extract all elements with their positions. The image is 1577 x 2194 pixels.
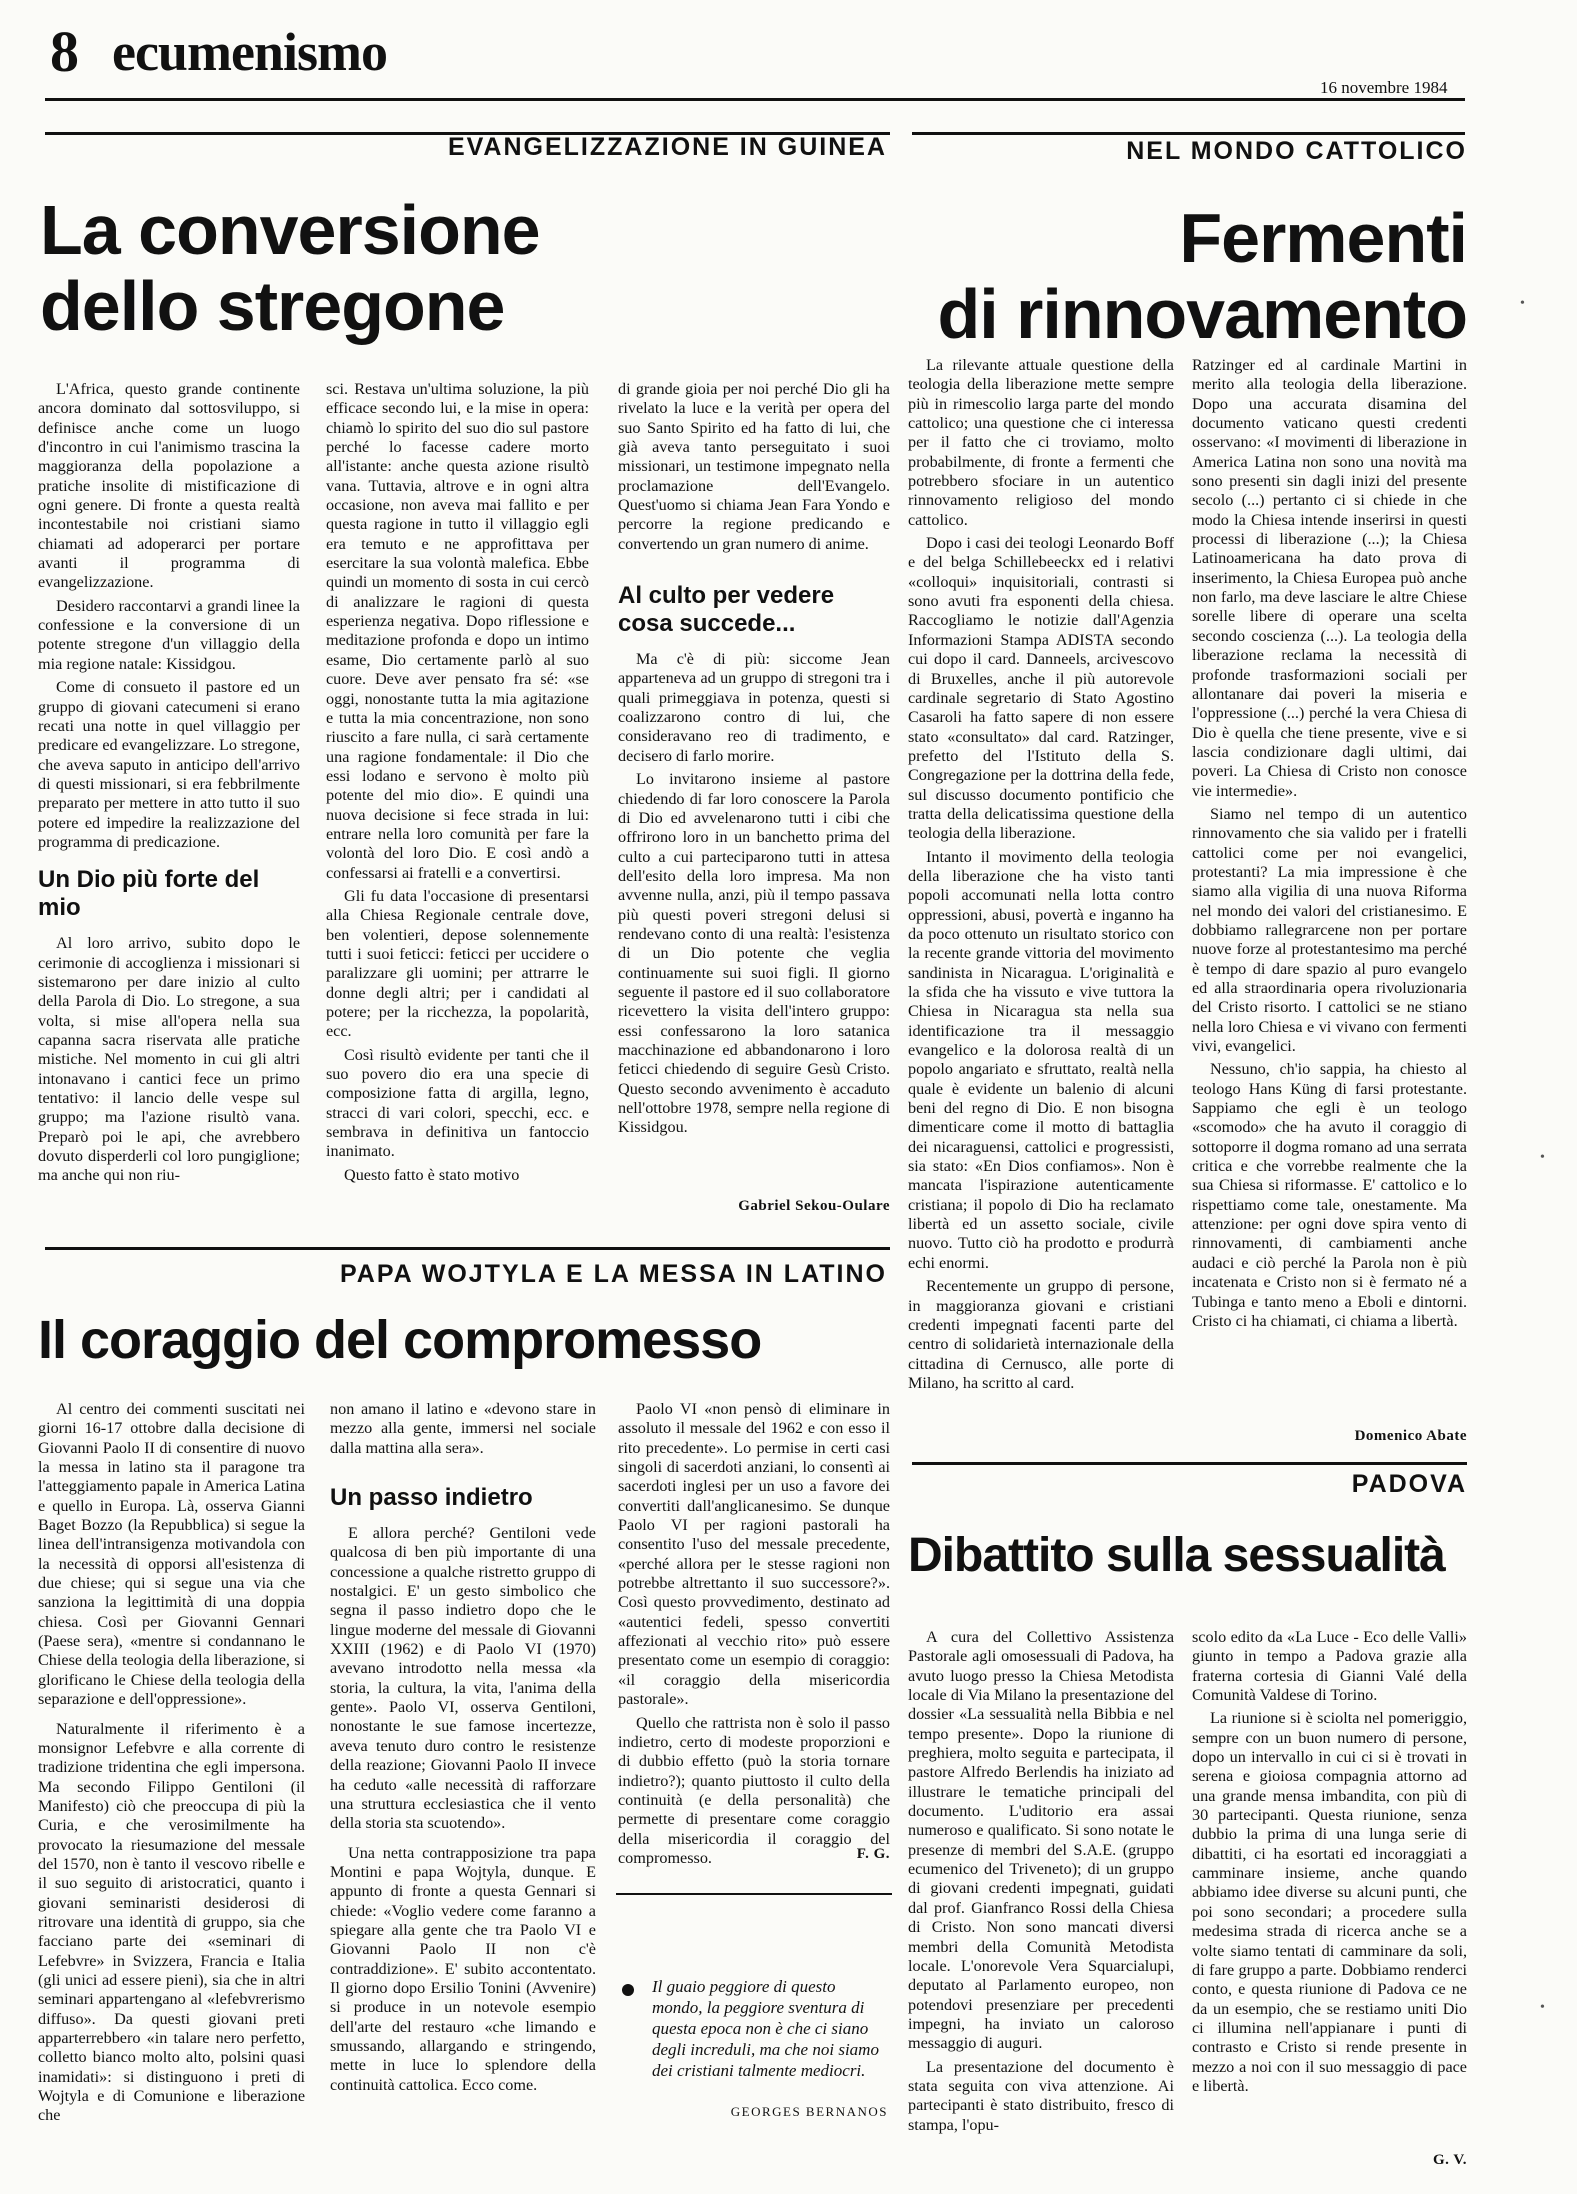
article3-signature: F. G. <box>856 1846 890 1862</box>
paragraph: Desidero raccontarvi a grandi linee la confessione e la conversione di un potente stregone d'un villaggio della mia regione natale: Kissidgou. <box>38 596 300 673</box>
paragraph: non amano il latino e «devono stare in mezzo alla gente, immersi nel sociale dalla mattina alla sera». <box>330 1400 596 1457</box>
article2-title-line2: di rinnovamento <box>937 275 1467 353</box>
article1-col1-text <box>38 380 300 852</box>
article3-column1 <box>38 1400 305 2160</box>
article1-title <box>40 192 540 344</box>
article2-kicker: NEL MONDO CATTOLICO <box>1126 137 1467 165</box>
paragraph: sci. Restava un'ultima soluzione, la più efficace secondo lui, e la mise in opera: chiamò lo spirito del suo dio sul pastore perché lo facesse cadere morto all'istante: anche questa azione risultò vana. Tuttavia, altrove e in ogni altra occasione, non aveva mai fallito e per questa ragione in tutto il villaggio egli era temuto e ne approfittava per esercitare la sua volontà malefica. Ebbe quindi un momento di sosta in cui cercò di analizzare le ragioni di questa esperienza negativa. Dopo riflessione e meditazione profonda e dopo un intimo esame, Dio certamente parlò al suo cuore. Deve aver pensato fra sé: «se oggi, nonostante tutta la mia agitazione e tutta la mia concentrazione, non sono riuscito a fare nulla, ci sarà certamente una ragione fondamentale: il Dio che essi lodano e servono è molto più potente del mio dio». E quindi una nuova decisione si fece strada in lui: entrare nella loro comunità per fare la volontà del loro Dio. E così andò a confessarsi ai fratelli e a convertirsi. <box>326 380 589 882</box>
paragraph: Nessuno, ch'io sappia, ha chiesto al teologo Hans Küng di farsi protestante. Sappiamo che egli è un teologo «scomodo» che ha avuto il coraggio di sottoporre il dogma romano ad una serrata critica e che vorrebbe realmente che la sua Chiesa si riformasse. E' cattolico e lo rispettiamo come tale, onestamente. Ma attenzione: per ogni dove spira vento di rinnovamenti, di cambiamenti anche audaci e ciò perché la Parola non è più incatenata e Cristo non si è fermato né a Tubinga e tanto meno a Eboli e dintorni. Cristo ci ha chiamati, ci chiama a libertà. <box>1192 1060 1467 1330</box>
paragraph: E allora perché? Gentiloni vede qualcosa di ben più importante di una concessione a qualche ristretto gruppo di nostalgici. E' un gesto simbolico che segna il passo indietro dopo che le lingue moderne del messale di Giovanni XXIII (1962) e di Paolo VI (1970) avevano introdotto nella messa «la storia, la cultura, la vita, l'anima della gente». Paolo VI, osserva Gentiloni, nonostante le sue famose incertezze, aveva tenuto duro contro le resistenze della reazione; Giovanni Paolo II invece ha ceduto «alle necessità di rafforzare una struttura ecclesiastica che il vento della storia sta scuotendo». <box>330 1524 596 1833</box>
paragraph: Quello che rattrista non è solo il passo indietro, certo di modeste proporzioni e di dubbio effetto (può la storia tornare indietro?); quanto piuttosto il culto della continuità (e della personalità) che permette di presentare come coraggio della misericordia il coraggio del compromesso. <box>618 1713 890 1867</box>
paragraph: Intanto il movimento della teologia della liberazione che ha visto tanti popoli accomunati nella lotta contro oppressioni, abusi, povertà e inganno ha da poco ottenuto un risultato storico con la recente grande vittoria del movimento sandinista in Nicaragua. L'originalità e la sfida che ha vissuto e vive tuttora la Chiesa in Nicaragua sta nella sua identificazione tra il messaggio evangelico e la dolorosa realtà di un popolo angariato e sfruttato, realtà nella quale è evidente un balenio di alcuni beni del regno di Dio. E non bisogna dimenticare come il motto di battaglia dei nicaraguensi, cattolici e progressisti, sia stato: «En Dios confiamos». Non è mancata l'ispirazione autenticamente cristiana; il popolo di Dio ha reclamato libertà ed un assetto sociale, civile nuovo. Tutto ciò ha prodotto e produrrà echi enormi. <box>908 847 1174 1272</box>
scan-mark: • <box>1540 1150 1545 1165</box>
paragraph: Ratzinger ed al cardinale Martini in merito alla teologia della liberazione. Dopo una accurata disamina del documento vaticano questi credenti osservano: «I movimenti di liberazione in America Latina non sono una novità ma sono presenti sin dagli inizi del presente secolo (...) pertanto ci si chiede in che modo la Chiesa intende inserirsi in questi processi di liberazione (...); la Chiesa Latinoamericana ha dato prova di inserimento, la Chiesa Europea può anche non farlo, ma deve lasciare le altre Chiese sorelle libere di operare una scelta secondo coscienza (...). La teologia della liberazione reclama la necessità di profonde trasformazioni sociali per allontanare dai poveri la miseria e l'oppressione (...) perché la vera Chiesa di Dio è quella che tiene presente, vive e si lascia condizionare dagli ultimi, dai poveri. La Chiesa di Cristo non conosce vie intermedie». <box>1192 356 1467 800</box>
kicker-rule-right <box>912 132 1465 135</box>
article1-signature: Gabriel Sekou-Oulare <box>738 1198 890 1214</box>
article1-column2 <box>326 380 589 1240</box>
article2-title-line1: Fermenti <box>1179 199 1467 277</box>
article1-column3 <box>618 380 890 1200</box>
paragraph: Lo invitarono insieme al pastore chiedendo di far loro conoscere la Parola di Dio ed avvelenarono tutti i cibi che offrirono loro in un banchetto prima del culto a cui parteciparono tutti in attesa dell'esito della loro impresa. Ma non avvenne nulla, anzi, più il tempo passava più questi poveri stregoni delusi si rendevano conto di una realtà: l'esistenza di un Dio potente che veglia continuamente sui suoi figli. Il giorno seguente il pastore ed il suo collaboratore ricevettero la visita dell'intero gruppo: essi confessarono la loro satanica macchinazione ed abbandonarono i loro feticci chiedendo di seguire Gesù Cristo. Questo secondo avvenimento è accaduto nell'ottobre 1978, sempre nella regione di Kissidgou. <box>618 770 890 1137</box>
paragraph: L'Africa, questo grande continente ancora dominato dal sottosviluppo, si definisce anche come un luogo d'incontro in cui l'animismo trascina la maggioranza della popolazione a pratiche insolite di mistificazione di ogni genere. Di fronte a questa realtà incontestabile noi cristiani siamo chiamati ad adoperarci per portare avanti il programma di evangelizzazione. <box>38 380 300 592</box>
issue-date: 16 novembre 1984 <box>1320 78 1448 97</box>
article4-column2 <box>1192 1628 1467 2148</box>
article1-title-line1: La conversione <box>40 191 540 269</box>
article4-kicker: PADOVA <box>1351 1470 1467 1498</box>
scan-mark: • <box>1520 296 1525 311</box>
quote-text: Il guaio peggiore di questo mondo, la peggiore sventura di questa epoca non è che ci siano degli increduli, ma che noi siamo dei cristiani talmente mediocri. <box>652 1977 879 2080</box>
article1-kicker: EVANGELIZZAZIONE IN GUINEA <box>447 133 887 161</box>
article3-kicker: PAPA WOJTYLA E LA MESSA IN LATINO <box>339 1260 887 1288</box>
paragraph: La presentazione del documento è stata seguita con viva attenzione. Ai partecipanti è stato distribuito, fresco di stampa, l'opu- <box>908 2057 1174 2134</box>
article4-column1 <box>908 1628 1174 2176</box>
article3-column2 <box>330 1400 596 2160</box>
article1-subhead1: Un Dio più forte del mio <box>38 866 260 922</box>
article1-subhead2: Al culto per vedere cosa succede... <box>618 582 835 638</box>
article3-title: Il coraggio del compromesso <box>38 1310 762 1370</box>
paragraph: Recentemente un gruppo di persone, in maggioranza giovani e cristiani credenti impegnati facenti parte del centro di solidarietà internazionale della cittadina di Cernusco, alle porte di Milano, ha scritto al card. <box>908 1277 1174 1392</box>
article2-title <box>938 200 1467 352</box>
paragraph: Siamo nel tempo di un autentico rinnovamento che sia valido per i fratelli cattolici come per noi evangelici, protestanti? La mia impressione è che siamo alla vigilia di una nuova Riforma nel mondo dei valori del cristianesimo. E dobbiamo rallegrarcene non per portare nuove forze al protestantesimo ma perché è tempo di dare spazio al puro evangelo ed alla straordinaria opera rivoluzionaria del Cristo risorto. I cattolici se ne stiano nella loro Chiesa e vi vivano con fermenti vivi, evangelici. <box>1192 804 1467 1056</box>
paragraph: Naturalmente il riferimento è a monsignor Lefebvre e alla corrente di tradizione tridentina che egli impersona. Ma secondo Filippo Gentiloni (il Manifesto) ciò che preoccupa di più la Curia, e che verosimilmente ha provocato la riesumazione del messale del 1570, non è tanto il vescovo ribelle e il suo seguito di aristocratici, quanto i giovani seminaristi desiderosi di ritrovare una identità di gruppo, sia che facciano parte dei «seminari di Lefebvre» in Svizzera, Francia e Italia (gli unici ad essere pieni), sia che in altri seminari appartengano al «lefebvrerismo diffuso». Da questi giovani preti apparterrebbero «in talare nero perfetto, colletto bianco molto alto, polsini quasi inamidati»: si distinguono i preti di Wojtyla e di Comunione e liberazione che <box>38 1719 305 2125</box>
paragraph: Come di consueto il pastore ed un gruppo di giovani catecumeni si erano recati una notte in quel villaggio per predicare ed evangelizzare. Lo stregone, che aveva saputo in anticipo dell'arrivo di questi missionari, si era febbrilmente preparato per mettere in atto tutto il suo potere ed impedire la realizzazione del programma di predicazione. <box>38 678 300 851</box>
paragraph: Ma c'è di più: siccome Jean apparteneva ad un gruppo di stregoni tra i quali primeggiava in potenza, questi si coalizzarono contro di lui, che consideravano reo di tradimento, e decisero di farlo morire. <box>618 650 890 765</box>
quote-author: GEORGES BERNANOS <box>730 2104 888 2119</box>
masthead-rule <box>45 98 1465 101</box>
paragraph: Questo fatto è stato motivo <box>344 1165 520 1184</box>
kicker-rule-article4 <box>912 1462 1467 1465</box>
article1-title-line2: dello stregone <box>40 267 505 345</box>
quote-bullet-icon <box>622 1984 634 1996</box>
paragraph: Paolo VI «non pensò di eliminare in assoluto il messale del 1962 e con esso il rito precedente». Lo permise in certi casi singoli di sacerdoti anziani, lo consentì ai sacerdoti inglesi per un uso a favore dei convertiti dall'anglicanesimo. Se dunque Paolo VI per ragioni pastorali ha consentito l'uso del messale precedente, «perché allora per le stesse ragioni non potrebbe altrettanto il suo successore?». Così questo provvedimento, destinato ad «autentici fedeli, spesso convertiti affezionati al vecchio rito» può essere presentato come un esempio di coraggio: «il coraggio della misericordia pastorale». <box>618 1400 890 1709</box>
paragraph: La riunione si è sciolta nel pomeriggio, sempre con un buon numero di persone, dopo un intervallo in cui ci si è trovati in serena e gioiosa compagnia attorno ad una grande mensa imbandita, con più di 30 partecipanti. Questa riunione, senza dubbio la prima di una lunga serie di dibattiti, ci ha esortati ed incoraggiati a camminare insieme, anche quando abbiamo idee diverse su alcuni punti, che poi sono secondari; a procedere sulla medesima strada di ricerca anche se a volte siamo tentati di camminare da soli, di fare gruppo a parte. Dobbiamo renderci conto, e questa riunione di Padova ce ne da un esempio, che se restiamo uniti Dio ci illumina nell'appianare i punti di contrasto e Cristo si rende presente in mezzo a noi con il suo messaggio di pace e libertà. <box>1192 1709 1467 2095</box>
paragraph: A cura del Collettivo Assistenza Pastorale agli omosessuali di Padova, ha avuto luogo presso la Chiesa Metodista locale di Via Milano la presentazione del dossier «La sessualità nella Bibbia e nel tempo presente». Dopo la riunione di preghiera, molto seguita e partecipata, il pastore Alfredo Berlendis ha iniziato ad illustrare le tematiche principali del documento. L'uditorio era assai numeroso e qualificato. Si sono notate le presenze di membri del S.A.E. (gruppo ecumenico del Triveneto); di un gruppo di giovani credenti impegnati, guidati dal prof. Gianfranco Rossi della Chiesa di Cristo. Non sono mancati diversi membri della Comunità Metodista locale. L'onorevole Vera Squarcialupi, deputato al Parlamento europeo, non potendovi presenziare per precedenti impegni, ha inviato un caloroso messaggio di auguri. <box>908 1628 1174 2053</box>
page-number: 8 <box>50 19 79 84</box>
section-title: ecumenismo <box>112 22 387 82</box>
article3-subhead: Un passo indietro <box>330 1484 533 1512</box>
article2-signature: Domenico Abate <box>1354 1428 1467 1444</box>
paragraph: Così risultò evidente per tanti che il suo povero dio era una specie di composizione fatta di argilla, legno, stracci di vari colori, specchi, ecc. e sembrava in definitiva un fantoccio inanimato. <box>326 1045 589 1161</box>
paragraph: Al centro dei commenti suscitati nei giorni 16-17 ottobre dalla decisione di Giovanni Paolo II di consentire di nuovo la messa in latino sta il paragone tra l'atteggiamento papale in America Latina e quello in Europa. Là, osserva Gianni Baget Bozzo (la Repubblica) si segue la linea dell'intransigenza motivandola con la necessità di opporsi all'esistenza di due chiese; qui si segue una via che sanziona la legittimità di una doppia chiesa. Così per Giovanni Gennari (Paese sera), «mentre si condannano le Chiese della teologia della liberazione, si glorificano le Chiese della teologia della separazione e dell'oppressione». <box>38 1400 305 1709</box>
article1-column1 <box>38 380 300 1240</box>
paragraph: scolo edito da «La Luce - Eco delle Valli» giunto in tempo a Padova grazie alla fraterna cortesia di Gianni Valé della Comunità Valdese di Torino. <box>1192 1628 1467 1705</box>
article4-title: Dibattito sulla sessualità <box>908 1529 1445 1582</box>
paragraph: La rilevante attuale questione della teologia della liberazione mette sempre più in rimescolio larga parte del mondo cattolico; una questione che ci interessa per il fatto che ci troviamo, molto probabilmente, di fronte a fermenti che potrebbero sfociare in un autentico rinnovamento religioso del mondo cattolico. <box>908 356 1174 529</box>
paragraph: Dopo i casi dei teologi Leonardo Boff e del belga Schillebeeckx ed i relativi «colloqui» inquisitoriali, contrasti si sono avuti fra esponenti della chiesa. Raccogliamo le notizie dall'Agenzia Informazioni Stampa ADISTA secondo cui dopo il card. Danneels, arcivescovo di Bruxelles, anche il più autorevole cardinale segretario di Stato Agostino Casaroli ha fatto sapere di non essere stato «consultato» dal card. Ratzinger, prefetto del l'Istituto della S. Congregazione per la dottrina della fede, sul discusso documento pontificio che tratta della delicatissima questione della teologia della liberazione. <box>908 534 1174 843</box>
kicker-rule-article3 <box>45 1247 890 1250</box>
quote-rule <box>616 1893 892 1895</box>
article2-column1 <box>908 356 1174 1448</box>
paragraph: Gli fu data l'occasione di presentarsi alla Chiesa Regionale centrale dove, ben volentieri, depose solennemente tutti i suoi feticci: feticci per uccidere o paralizzare gli uomini; per attrarre le donne degli altri; per i candidati al potere; per la ricchezza, la popolarità, ecc. <box>326 886 589 1041</box>
scan-mark: • <box>1540 2000 1545 2015</box>
article4-signature: G. V. <box>1432 2152 1467 2168</box>
paragraph: Una netta contrapposizione tra papa Montini e papa Wojtyla, dunque. E appunto di fronte a questa Gennari si chiede: «Voglio vedere come faranno a spiegare alla gente che tra Paolo VI e Giovanni Paolo II non c'è contraddizione». E' subito accontentato. Il giorno dopo Ersilio Tonini (Avvenire) si produce in un notevole esempio dell'arte del restauro «che limando e smussando, allargando e stringendo, mette in luce lo splendore della continuità cattolica. Ecco come. <box>330 1843 596 2094</box>
paragraph: di grande gioia per noi perché Dio gli ha rivelato la luce e la verità per opera del suo Santo Spirito ed ha fatto di lui, che già aveva tanto perseguitato i suoi missionari, un testimone impegnato nella proclamazione dell'Evangelo. Quest'uomo si chiama Jean Fara Yondo e percorre la regione predicando e convertendo un gran numero di anime. <box>618 380 890 553</box>
article2-column2 <box>1192 356 1467 1431</box>
paragraph: Al loro arrivo, subito dopo le cerimonie di accoglienza i missionari si sistemarono per dare inizio al culto della Parola di Dio. Lo stregone, a sua volta, si mise all'opera nella sua capanna sacra riservata alle pratiche mistiche. Nel momento in cui gli altri intonavano i cantici fece un primo tentativo: il lancio delle vespe sul gruppo; ma l'azione risultò vana. Preparò poi le api, che avrebbero dovuto disperderli col loro pungiglione; ma anche qui non riu- <box>38 934 300 1185</box>
